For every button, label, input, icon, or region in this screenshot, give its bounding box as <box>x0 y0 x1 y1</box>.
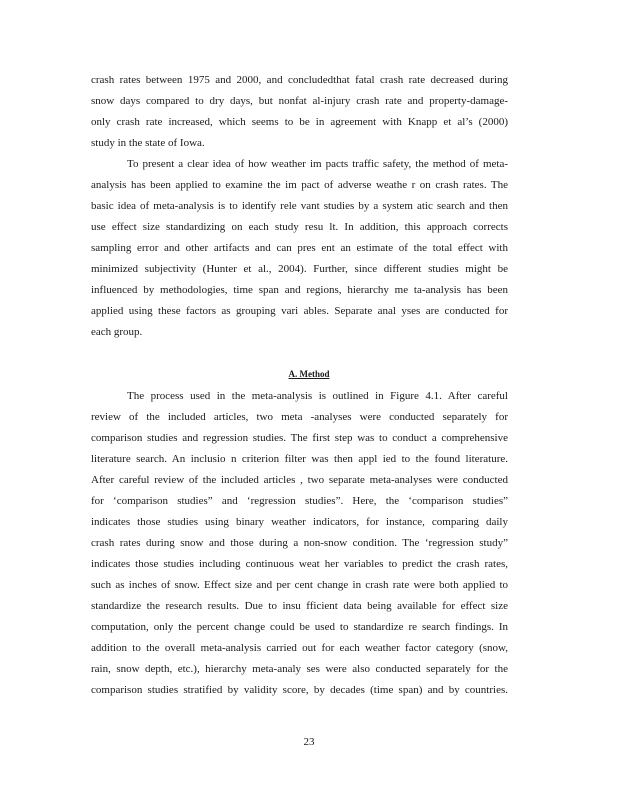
text-line: literature search. An inclusio n criterion filter was then appl ied to the found literature. <box>91 453 508 465</box>
text-line: standardize the research results. Due to insu fficient data being available for effect size <box>91 600 508 612</box>
section-heading <box>0 368 618 380</box>
text-line: indicates those studies including continuous weat her variables to predict the crash rates, <box>91 558 508 570</box>
text-line: rain, snow depth, etc.), hierarchy meta-analy ses were also conducted separately for the <box>91 663 508 675</box>
text-line: indicates those studies using binary weather indicators, for instance, comparing daily <box>91 516 508 528</box>
text-line: review of the included articles, two meta -analyses were conducted separately for <box>91 411 508 423</box>
text-line: computation, only the percent change could be used to standardize re search findings. In <box>91 621 508 633</box>
text-line: crash rates between 1975 and 2000, and concludedthat fatal crash rate decreased during <box>91 74 508 86</box>
text-line: use effect size standardizing on each study resu lt. In addition, this approach corrects <box>91 221 508 233</box>
text-line: only crash rate increased, which seems to be in agreement with Knapp et al’s (2000) <box>91 116 508 128</box>
text-line: sampling error and other artifacts and can pres ent an estimate of the total effect with <box>91 242 508 254</box>
text-line: study in the state of Iowa. <box>91 137 205 149</box>
text-line: each group. <box>91 326 143 338</box>
page-number: 23 <box>303 736 315 748</box>
section-heading-text: A. Method <box>288 369 330 379</box>
text-line: addition to the overall meta-analysis carried out for each weather factor category (snow, <box>91 642 508 654</box>
text-line: snow days compared to dry days, but nonfat al-injury crash rate and property-damage- <box>91 95 508 107</box>
text-line: comparison studies and regression studies. The first step was to conduct a comprehensive <box>91 432 508 444</box>
text-line: minimized subjectivity (Hunter et al., 2004). Further, since different studies might be <box>91 263 508 275</box>
text-line: analysis has been applied to examine the im pact of adverse weathe r on crash rates. The <box>91 179 508 191</box>
text-line: applied using these factors as grouping vari ables. Separate anal yses are conducted for <box>91 305 508 317</box>
text-line: such as inches of snow. Effect size and per cent change in crash rate were both applied to <box>91 579 508 591</box>
text-line: comparison studies stratified by validity score, by decades (time span) and by countries. <box>91 684 508 696</box>
text-line: The process used in the meta-analysis is outlined in Figure 4.1. After careful <box>127 390 508 402</box>
text-line: crash rates during snow and those during a non-snow condition. The ‘regression study” <box>91 537 508 549</box>
text-line: basic idea of meta-analysis is to identify rele vant studies by a system atic search and then <box>91 200 508 212</box>
text-line: for ‘comparison studies” and ‘regression studies”. Here, the ‘comparison studies” <box>91 495 508 507</box>
text-line: To present a clear idea of how weather im pacts traffic safety, the method of meta- <box>127 158 508 170</box>
text-line: After careful review of the included articles , two separate meta-analyses were conducted <box>91 474 508 486</box>
text-line: influenced by methodologies, time span and regions, hierarchy me ta-analysis has been <box>91 284 508 296</box>
